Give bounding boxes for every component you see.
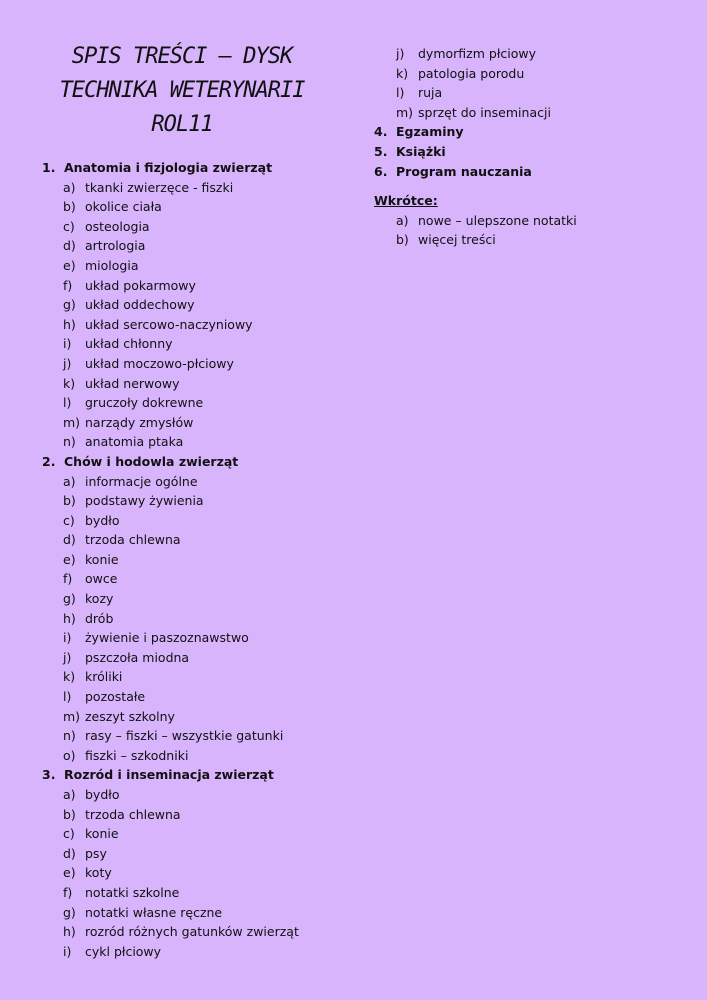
item-letter: l) (63, 395, 72, 411)
section-title: Anatomia i fizjologia zwierząt (64, 160, 273, 175)
list-item[interactable] (396, 44, 674, 64)
item-text: układ moczowo-płciowy (85, 355, 234, 371)
item-text: pozostałe (85, 689, 146, 705)
list-item[interactable] (63, 236, 342, 256)
list-item[interactable] (63, 844, 342, 864)
section-number: 1. (42, 160, 56, 175)
item-text: rasy – fiszki – wszystkie gatunki (85, 728, 284, 744)
item-text: narządy zmysłów (85, 414, 194, 430)
item-text: tkanki zwierzęce - fiszki (85, 179, 234, 195)
item-text: króliki (85, 669, 123, 685)
list-item[interactable] (63, 687, 342, 707)
item-text: notatki szkolne (85, 884, 180, 900)
list-item[interactable] (63, 863, 342, 883)
item-letter: b) (63, 493, 76, 509)
item-letter: f) (63, 884, 73, 900)
item-text: sprzęt do inseminacji (418, 104, 551, 120)
section-number: 2. (42, 453, 56, 469)
item-letter: d) (63, 845, 76, 861)
item-text: psy (85, 845, 107, 861)
item-letter: i) (63, 943, 72, 959)
item-text: owce (85, 571, 118, 587)
section-title: Książki (396, 143, 446, 159)
section-number: 3. (42, 767, 56, 783)
item-text: kozy (85, 591, 114, 607)
list-item[interactable] (63, 589, 342, 609)
item-letter: e) (63, 551, 76, 567)
list-item[interactable] (63, 628, 342, 648)
list-item[interactable] (63, 785, 342, 805)
list-item[interactable] (63, 805, 342, 825)
section-heading[interactable] (42, 452, 342, 472)
subsection-list (42, 178, 342, 452)
section-number: 6. (374, 163, 388, 179)
list-item[interactable] (63, 472, 342, 492)
list-item[interactable] (63, 648, 342, 668)
item-text: koty (85, 865, 112, 881)
list-item[interactable] (63, 726, 342, 746)
item-text: układ nerwowy (85, 375, 180, 391)
item-text: układ pokarmowy (85, 277, 196, 293)
list-item[interactable] (63, 942, 342, 962)
list-item[interactable] (396, 211, 674, 231)
item-letter: g) (63, 904, 76, 920)
item-text: układ chłonny (85, 336, 173, 352)
item-letter: h) (63, 610, 76, 626)
item-text: nowe – ulepszone notatki (418, 212, 577, 228)
item-letter: b) (63, 199, 76, 215)
right-column (374, 44, 674, 250)
item-letter: b) (63, 806, 76, 822)
item-letter: m) (396, 104, 414, 120)
item-text: dymorfizm płciowy (418, 46, 536, 61)
item-text: układ oddechowy (85, 297, 195, 313)
list-item[interactable] (63, 824, 342, 844)
item-letter: a) (63, 787, 76, 802)
item-letter: a) (63, 179, 76, 195)
title-line: SPIS TREŚCI – DYSK (71, 44, 293, 69)
item-text: artrologia (85, 238, 146, 254)
item-text: osteologia (85, 218, 150, 234)
section (42, 765, 342, 961)
item-letter: j) (63, 355, 72, 371)
item-letter: h) (63, 924, 76, 940)
list-item[interactable] (63, 413, 342, 433)
subsection-list (42, 472, 342, 766)
list-item[interactable] (63, 667, 342, 687)
list-item[interactable] (63, 178, 342, 198)
item-text: konie (85, 551, 119, 567)
item-letter: n) (63, 728, 76, 744)
list-item[interactable] (396, 230, 674, 250)
list-item[interactable] (63, 334, 342, 354)
item-letter: k) (63, 375, 76, 391)
title-line: TECHNIKA WETERYNARII (59, 78, 305, 103)
item-letter: b) (396, 232, 409, 248)
item-letter: f) (63, 571, 73, 587)
item-text: trzoda chlewna (85, 806, 181, 822)
list-item[interactable] (63, 511, 342, 531)
item-text: notatki własne ręczne (85, 904, 223, 920)
item-text: gruczoły dokrewne (85, 395, 204, 411)
item-text: układ sercowo-naczyniowy (85, 316, 253, 332)
subsection-list (42, 785, 342, 961)
left-column (42, 40, 342, 961)
item-text: patologia porodu (418, 65, 525, 81)
item-text: bydło (85, 787, 120, 802)
list-item[interactable] (63, 393, 342, 413)
item-letter: j) (63, 649, 72, 665)
item-letter: g) (63, 591, 76, 607)
list-item[interactable] (63, 530, 342, 550)
list-item[interactable] (63, 569, 342, 589)
item-text: okolice ciała (85, 199, 162, 215)
list-item[interactable] (396, 83, 674, 103)
item-text: zeszyt szkolny (85, 708, 175, 724)
item-text: miologia (85, 257, 139, 273)
item-text: konie (85, 826, 119, 842)
item-text: fiszki – szkodniki (85, 747, 189, 763)
list-item[interactable] (63, 609, 342, 629)
item-text: podstawy żywienia (85, 493, 204, 509)
list-item[interactable] (63, 746, 342, 766)
list-item[interactable] (63, 883, 342, 903)
item-text: więcej treści (418, 232, 496, 248)
section (42, 158, 342, 452)
list-item[interactable] (63, 217, 342, 237)
title-line: ROL11 (151, 112, 213, 137)
section-heading[interactable] (42, 765, 342, 785)
list-item[interactable] (63, 432, 342, 452)
item-text: drób (85, 610, 114, 626)
section-heading[interactable] (374, 142, 674, 162)
list-item[interactable] (63, 276, 342, 296)
item-letter: k) (63, 669, 76, 685)
item-letter: c) (63, 826, 75, 842)
item-letter: d) (63, 238, 76, 254)
section-title: Program nauczania (396, 163, 532, 179)
item-letter: i) (63, 630, 72, 646)
section-heading[interactable] (374, 162, 674, 182)
list-item[interactable] (63, 295, 342, 315)
section-heading[interactable] (42, 158, 342, 178)
item-letter: f) (63, 277, 73, 293)
item-letter: c) (63, 218, 75, 234)
item-letter: e) (63, 865, 76, 881)
other-sections-list (374, 122, 674, 181)
item-text: trzoda chlewna (85, 532, 181, 548)
list-item[interactable] (63, 707, 342, 727)
sections-list (42, 158, 342, 961)
item-text: żywienie i paszoznawstwo (85, 630, 249, 646)
list-item[interactable] (63, 354, 342, 374)
item-letter: l) (63, 689, 72, 705)
list-item[interactable] (63, 491, 342, 511)
item-text: rozród różnych gatunków zwierząt (85, 924, 299, 940)
item-text: bydło (85, 512, 120, 528)
item-text: cykl płciowy (85, 943, 162, 959)
section-number: 5. (374, 143, 388, 159)
item-letter: e) (63, 257, 76, 273)
item-text: pszczoła miodna (85, 649, 190, 665)
item-letter: a) (396, 212, 409, 228)
item-letter: i) (63, 336, 72, 352)
list-item[interactable] (63, 256, 342, 276)
item-letter: c) (63, 512, 75, 528)
item-letter: k) (396, 65, 409, 81)
list-item[interactable] (63, 922, 342, 942)
item-letter: g) (63, 297, 76, 313)
section-heading[interactable] (374, 122, 674, 142)
item-letter: d) (63, 532, 76, 548)
item-text: ruja (418, 85, 443, 101)
item-letter: n) (63, 434, 76, 450)
list-item[interactable] (63, 903, 342, 923)
coming-soon-list (374, 211, 674, 250)
item-text: informacje ogólne (85, 473, 198, 489)
coming-soon-heading: Wkrótce: (374, 193, 438, 209)
section-number: 4. (374, 124, 388, 140)
item-letter: l) (396, 85, 405, 101)
list-item[interactable] (63, 315, 342, 335)
list-item[interactable] (63, 550, 342, 570)
item-letter: o) (63, 747, 76, 763)
list-item[interactable] (63, 374, 342, 394)
section-3-continued-list (374, 44, 674, 122)
item-letter: a) (63, 473, 76, 489)
list-item[interactable] (63, 197, 342, 217)
section (42, 452, 342, 766)
document-title (42, 40, 322, 142)
section-title: Chów i hodowla zwierząt (64, 453, 239, 469)
item-letter: m) (63, 414, 81, 430)
list-item[interactable] (396, 103, 674, 123)
section-title: Egzaminy (396, 124, 464, 140)
list-item[interactable] (396, 64, 674, 84)
item-letter: m) (63, 708, 81, 724)
item-letter: j) (396, 46, 405, 61)
item-letter: h) (63, 316, 76, 332)
section-title: Rozród i inseminacja zwierząt (64, 767, 274, 783)
item-text: anatomia ptaka (85, 434, 184, 450)
